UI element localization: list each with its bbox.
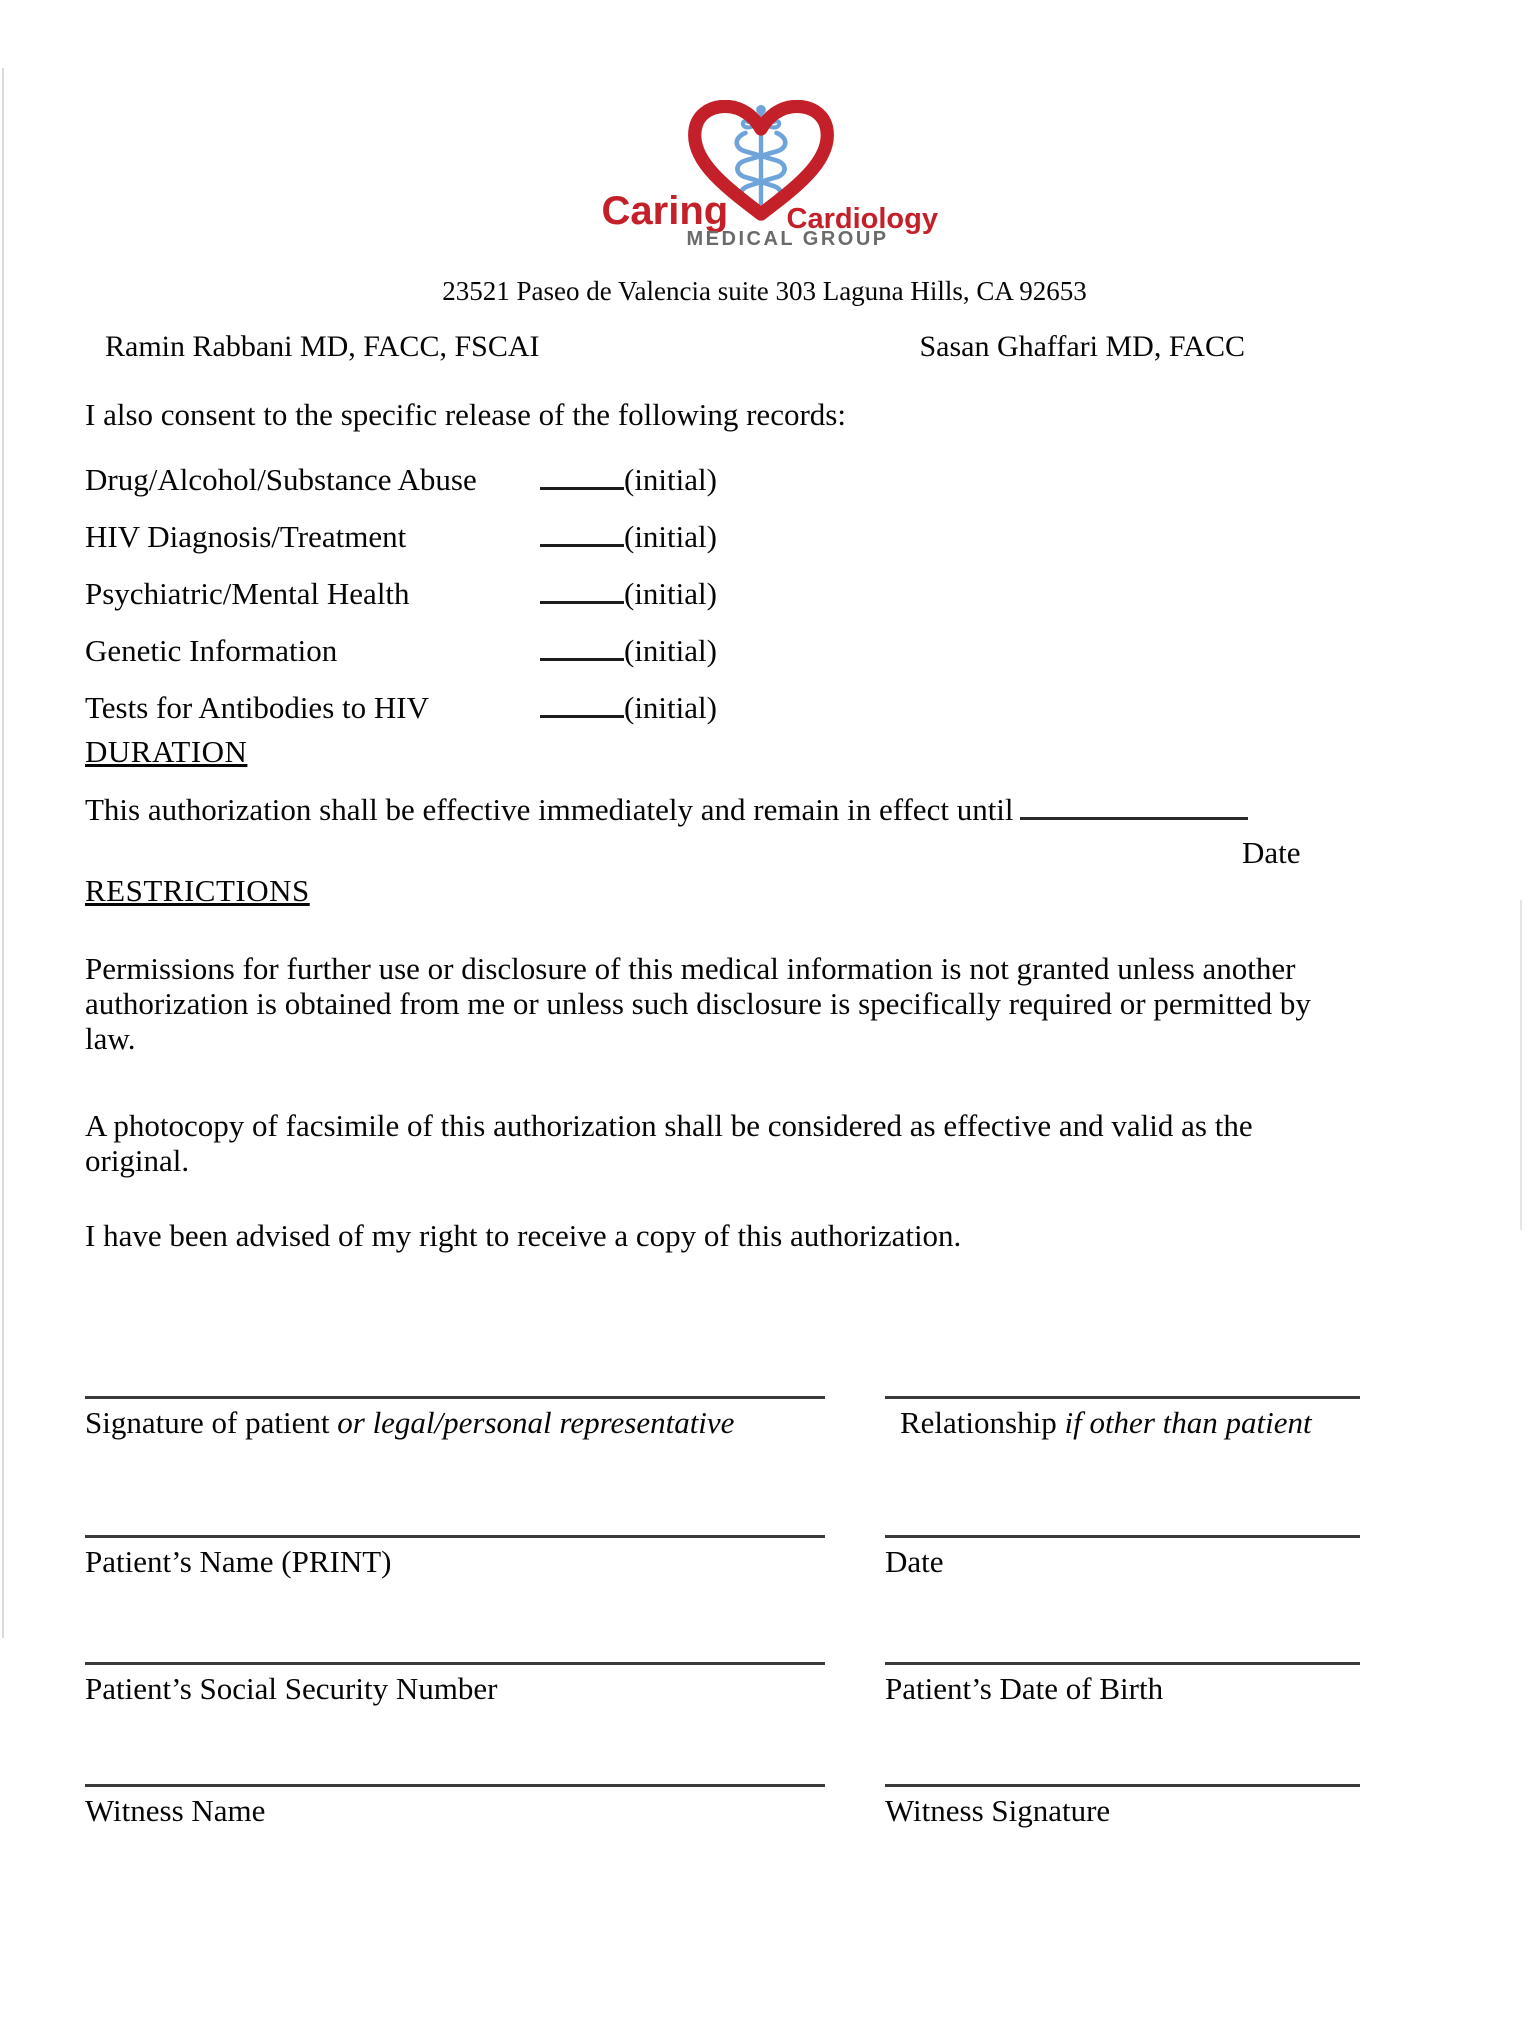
date-field-label: Date: [885, 1544, 944, 1579]
consent-item-label: Tests for Antibodies to HIV: [85, 690, 429, 725]
consent-item-label: HIV Diagnosis/Treatment: [85, 519, 407, 554]
patient-name-label: Patient’s Name (PRINT): [85, 1544, 392, 1579]
logo-cardiology-text: Cardiology: [786, 203, 938, 235]
date-field: [885, 1535, 1360, 1580]
scan-artifact-left-line: [2, 68, 4, 1638]
consent-row-psychiatric: [85, 577, 1362, 610]
restrictions-paragraph-1: Permissions for further use or disclosure of this medical information is not granted unless another authorization is obtained from me or unless such disclosure is specifically required or permitted by law.: [85, 951, 1311, 1056]
signature-section: [85, 1396, 1362, 1829]
duration-sentence: [85, 791, 1362, 829]
consent-row-genetic: [85, 634, 1362, 667]
initial-suffix: (initial): [624, 690, 717, 725]
label-roman: Signature of patient: [85, 1405, 338, 1440]
label-italic: or legal/personal representative: [337, 1405, 735, 1440]
spacer: [885, 1441, 1360, 1535]
duration-date-blank-field: [1020, 793, 1248, 820]
witness-signature-field: [885, 1784, 1360, 1829]
consent-item-label: Psychiatric/Mental Health: [85, 576, 410, 611]
physician-right: Sasan Ghaffari MD, FACC: [919, 330, 1245, 363]
initial-suffix: (initial): [624, 633, 717, 668]
initial-suffix: (initial): [624, 462, 717, 497]
scan-artifact-right-line: [1520, 900, 1522, 1230]
form-body: [0, 397, 1529, 1829]
clinic-address: 23521 Paseo de Valencia suite 303 Laguna Hills, CA 92653: [442, 276, 1087, 306]
initial-blank-field: [540, 691, 624, 718]
initial-suffix: (initial): [624, 519, 717, 554]
patient-signature-label: [85, 1405, 825, 1441]
label-roman: Relationship: [900, 1405, 1065, 1440]
logo-medical-group-text: MEDICAL GROUP: [686, 228, 889, 250]
relationship-field: [885, 1396, 1360, 1441]
witness-signature-label: Witness Signature: [885, 1793, 1111, 1828]
patient-dob-field: [885, 1662, 1360, 1707]
consent-item-label: Genetic Information: [85, 633, 338, 668]
consent-record-list: [85, 463, 1362, 724]
patient-signature-field: [85, 1396, 825, 1441]
physician-left: Ramin Rabbani MD, FACC, FSCAI: [105, 330, 540, 363]
consent-row-hiv-antibodies: [85, 691, 1362, 724]
patient-ssn-label: Patient’s Social Security Number: [85, 1671, 498, 1706]
consent-intro-text: I also consent to the specific release of the following records:: [85, 397, 846, 432]
label-italic: if other than patient: [1064, 1405, 1312, 1440]
patient-ssn-field: [85, 1662, 825, 1707]
restrictions-paragraph-2: A photocopy of facsimile of this authorization shall be considered as effective and valid as the original.: [85, 1108, 1253, 1178]
physicians-row: [0, 329, 1529, 365]
initial-suffix: (initial): [624, 576, 717, 611]
consent-item-label: Drug/Alcohol/Substance Abuse: [85, 462, 477, 497]
restrictions-paragraph-3: I have been advised of my right to receive a copy of this authorization.: [85, 1218, 962, 1253]
duration-heading: DURATION: [85, 734, 248, 769]
duration-text: This authorization shall be effective immediately and remain in effect until: [85, 792, 1014, 827]
initial-blank-field: [540, 577, 624, 604]
spacer: [885, 1580, 1360, 1662]
patient-dob-label: Patient’s Date of Birth: [885, 1671, 1164, 1706]
logo-caring-text: Caring: [601, 189, 729, 233]
clinic-logo: [515, 70, 1015, 260]
consent-row-drug-alcohol: [85, 463, 1362, 496]
relationship-label: [900, 1405, 1360, 1441]
patient-name-field: [85, 1535, 825, 1580]
spacer: [85, 1441, 825, 1535]
initial-blank-field: [540, 634, 624, 661]
initial-blank-field: [540, 463, 624, 490]
restrictions-heading: RESTRICTIONS: [85, 873, 310, 908]
witness-name-field: [85, 1784, 825, 1829]
spacer: [85, 1707, 825, 1784]
spacer: [85, 1580, 825, 1662]
consent-row-hiv-diagnosis: [85, 520, 1362, 553]
initial-blank-field: [540, 520, 624, 547]
duration-date-label: Date: [1242, 835, 1301, 870]
spacer: [885, 1707, 1360, 1784]
witness-name-label: Witness Name: [85, 1793, 266, 1828]
